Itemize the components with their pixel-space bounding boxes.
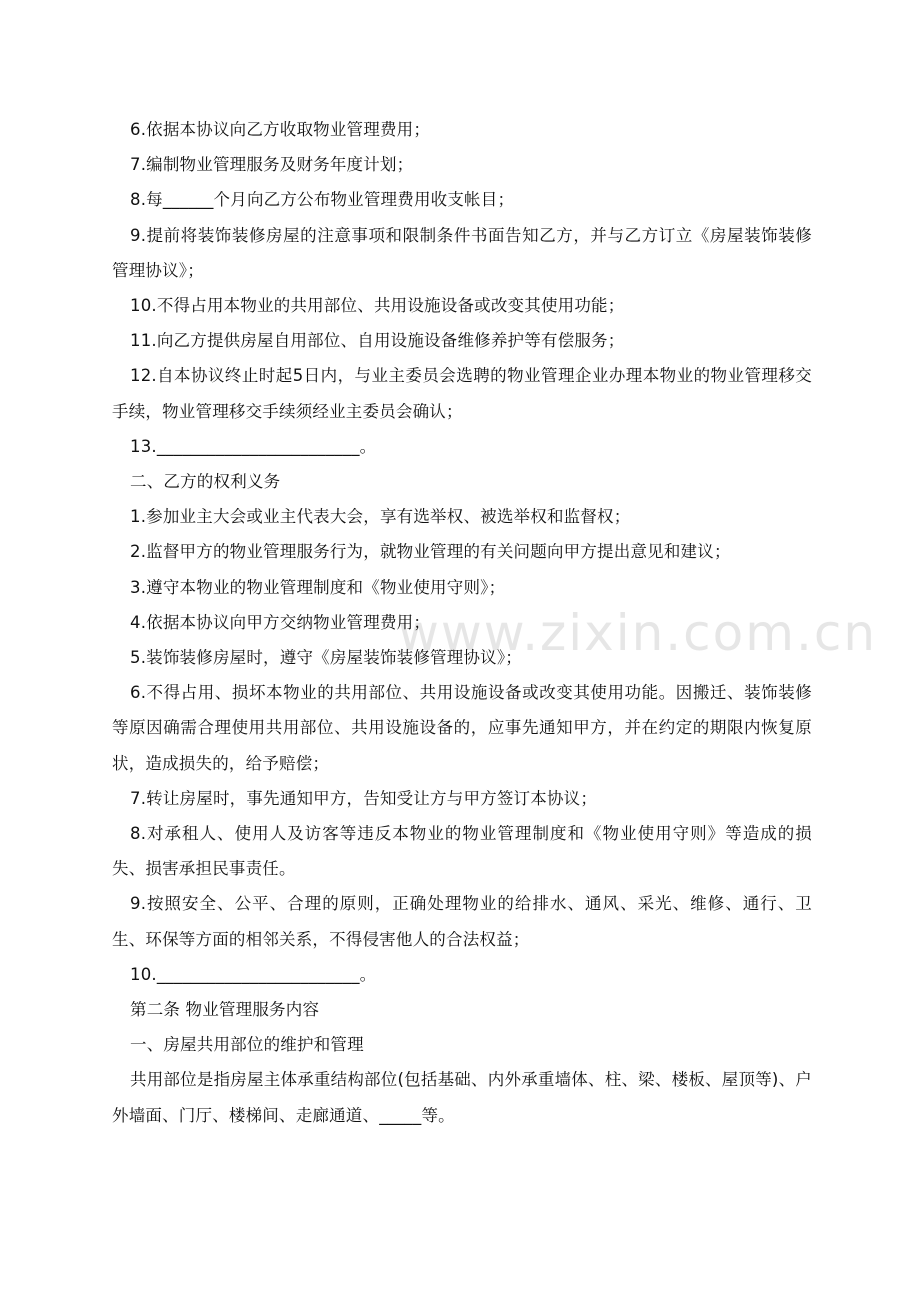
- paragraph: 5.装饰装修房屋时，遵守《房屋装饰装修管理协议》；: [130, 648, 522, 668]
- paragraph: 8.每______个月向乙方公布物业管理费用收支帐目；: [130, 190, 515, 210]
- watermark: www.zixin.com.cn: [398, 604, 878, 662]
- paragraph: 共用部位是指房屋主体承重结构部位(包括基础、内外承重墙体、柱、梁、楼板、屋顶等)、户外墙面、门厅、楼梯间、走廊通道、_____等。: [112, 1070, 812, 1125]
- document-body: [112, 112, 812, 1133]
- paragraph: 3.遵守本物业的物业管理制度和《物业使用守则》；: [130, 577, 506, 597]
- paragraph: 6.依据本协议向乙方收取物业管理费用；: [130, 120, 431, 139]
- paragraph: 4.依据本协议向甲方交纳物业管理费用；: [130, 612, 431, 632]
- section-heading: 一、房屋共用部位的维护和管理: [130, 1035, 364, 1055]
- paragraph: 10.不得占用本物业的共用部位、共用设施设备或改变其使用功能；: [130, 296, 625, 316]
- paragraph: 6.不得占用、损坏本物业的共用部位、共用设施设备或改变其使用功能。因搬迁、装饰装修等原因确需合理使用共用部位、共用设施设备的，应事先通知甲方，并在约定的期限内恢复原状，造成损失的，给予赔偿；: [112, 683, 812, 773]
- paragraph: 9.按照安全、公平、合理的原则，正确处理物业的给排水、通风、采光、维修、通行、卫生、环保等方面的相邻关系，不得侵害他人的合法权益；: [112, 894, 812, 949]
- paragraph: 10.________________________。: [130, 964, 377, 984]
- paragraph: 7.转让房屋时，事先通知甲方，告知受让方与甲方签订本协议；: [130, 788, 598, 808]
- paragraph: 8.对承租人、使用人及访客等违反本物业的物业管理制度和《物业使用守则》等造成的损失、损害承担民事责任。: [112, 824, 812, 879]
- paragraph: 2.监督甲方的物业管理服务行为，就物业管理的有关问题向甲方提出意见和建议；: [130, 542, 731, 562]
- paragraph: 1.参加业主大会或业主代表大会，享有选举权、被选举权和监督权；: [130, 507, 631, 527]
- paragraph: 9.提前将装饰装修房屋的注意事项和限制条件书面告知乙方，并与乙方订立《房屋装饰装修管理协议》；: [112, 225, 812, 280]
- article-heading: 第二条 物业管理服务内容: [130, 1000, 320, 1020]
- paragraph: 13.________________________。: [130, 436, 377, 456]
- paragraph: 12.自本协议终止时起5日内，与业主委员会选聘的物业管理企业办理本物业的物业管理移交手续，物业管理移交手续须经业主委员会确认；: [112, 366, 812, 421]
- paragraph: 7.编制物业管理服务及财务年度计划；: [130, 155, 414, 175]
- paragraph: 11.向乙方提供房屋自用部位、自用设施设备维修养护等有偿服务；: [130, 331, 625, 351]
- section-heading: 二、乙方的权利义务: [130, 472, 281, 492]
